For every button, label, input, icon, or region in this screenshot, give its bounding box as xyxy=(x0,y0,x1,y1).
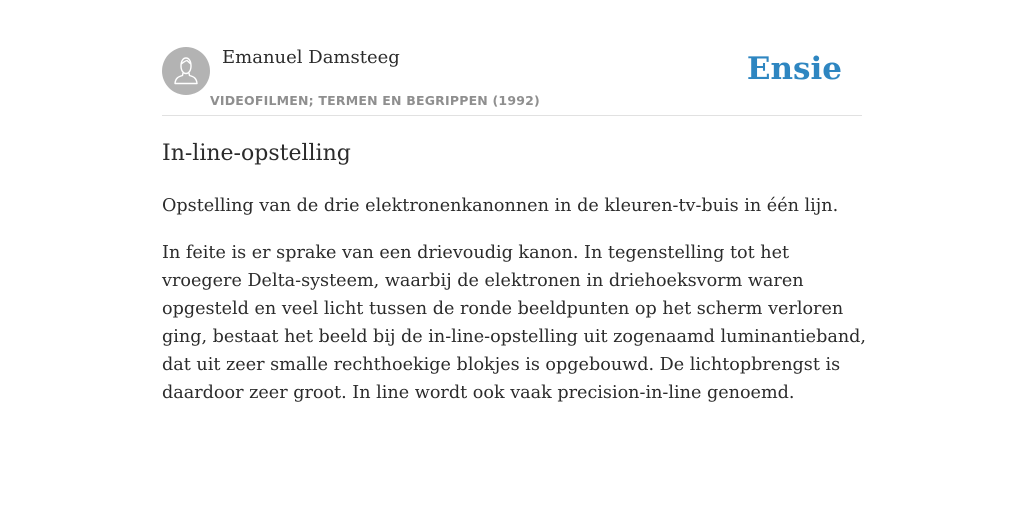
article-title: In-line-opstelling xyxy=(162,141,351,166)
entry-header xyxy=(162,46,862,116)
source-label[interactable]: VIDEOFILMEN; TERMEN EN BEGRIPPEN (1992) xyxy=(210,93,540,108)
user-silhouette-icon xyxy=(162,47,210,95)
article-paragraph-definition: Opstelling van de drie elektronenkanonnen in de kleuren-tv-buis in één lijn. xyxy=(162,196,839,216)
author-name[interactable]: Emanuel Damsteeg xyxy=(222,47,400,68)
brand-logo[interactable]: Ensie xyxy=(746,51,842,87)
author-avatar[interactable] xyxy=(162,47,210,95)
article-body xyxy=(162,138,867,407)
article-paragraph-explanation: In feite is er sprake van een drievoudig kanon. In tegenstelling tot het vroegere Delta-systeem, waarbij de elektronen in driehoeksvorm waren opgesteld en veel licht tussen de ronde beeldpunten op het scherm verloren ging, bestaat het beeld bij de in-line-opstelling uit zogenaamd luminantieband, dat uit zeer smalle rechthoekige blokjes is opgebouwd. De lichtopbrengst is daardoor zeer groot. In line wordt ook vaak precision-in-line genoemd. xyxy=(162,243,867,403)
